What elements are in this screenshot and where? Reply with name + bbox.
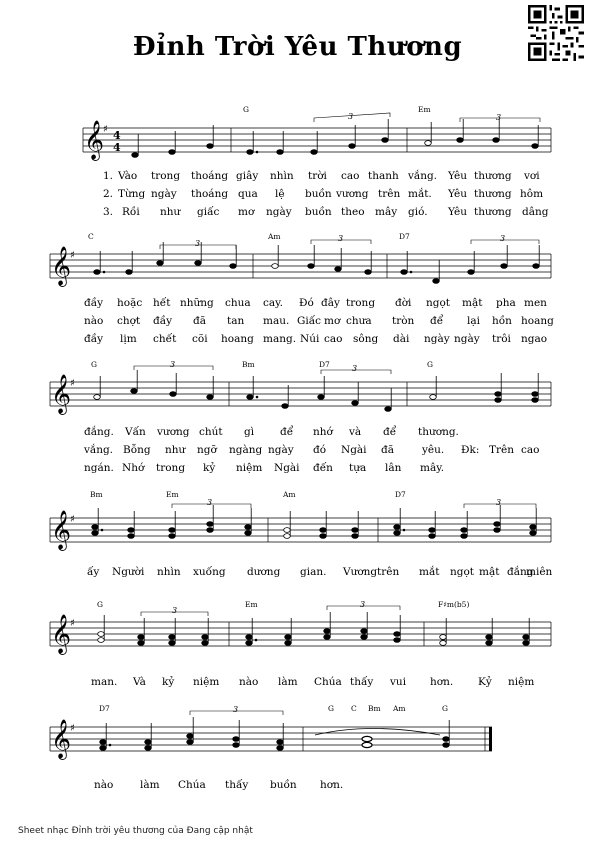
lyric-syllable: hôm: [520, 188, 544, 200]
lyric-syllable: vắng.: [408, 170, 438, 182]
lyric-syllable: mắt.: [408, 188, 432, 200]
lyric-syllable: đời: [395, 297, 412, 309]
lyric-syllable: cõi: [192, 333, 208, 345]
final-barline: [489, 727, 492, 751]
lyric-syllable: gian.: [300, 566, 327, 578]
lyric-syllable: dương: [247, 566, 281, 578]
lyrics-system-2: [84, 296, 554, 345]
lyric-syllable: thấy: [350, 676, 374, 688]
lyric-syllable: ngọt: [426, 297, 451, 309]
triplet-number: 3: [195, 239, 201, 248]
chord-symbol: Bm: [368, 704, 381, 713]
chord-symbol: Bm: [90, 490, 103, 499]
lyric-syllable: ngày: [424, 333, 450, 345]
lyric-syllable: vơi: [524, 170, 540, 182]
lyric-syllable: sông: [353, 333, 379, 345]
lyric-syllable: 2.: [103, 188, 114, 200]
triplet-number: 3: [207, 498, 213, 507]
chord-symbol: Am: [268, 232, 281, 241]
chord-symbol: G: [328, 704, 334, 713]
triplet-number: 3: [338, 234, 344, 243]
lyric-syllable: ngày: [266, 206, 292, 218]
lyric-syllable: hơn.: [430, 676, 454, 688]
key-signature-sharp: ♯: [70, 250, 75, 261]
lyric-syllable: giây: [236, 170, 259, 182]
treble-clef: 𝄞: [84, 120, 105, 160]
lyric-syllable: lệ: [275, 188, 285, 200]
lyric-syllable: giấc: [197, 206, 220, 218]
notes-system-1: [132, 119, 539, 157]
lyric-syllable: thoáng: [191, 170, 229, 182]
lyric-syllable: ngao: [521, 333, 548, 345]
lyric-syllable: đắng.: [84, 426, 114, 438]
lyric-syllable: cao: [341, 170, 360, 182]
key-signature-sharp: ♯: [70, 378, 75, 389]
lyric-syllable: ấy: [87, 566, 100, 578]
lyric-syllable: ngày: [268, 444, 294, 456]
triplet-number: 3: [496, 113, 502, 122]
lyric-syllable: nào: [239, 676, 259, 688]
lyric-syllable: gì: [244, 426, 255, 438]
lyric-syllable: chút: [199, 426, 223, 438]
lyric-syllable: chợt: [117, 315, 141, 327]
chord-symbol: C: [351, 704, 357, 713]
lyric-syllable: thoáng: [191, 188, 229, 200]
lyric-syllable: đến: [313, 462, 333, 474]
lyric-syllable: ngày: [454, 333, 480, 345]
lyric-syllable: buồn: [305, 188, 332, 200]
lyric-syllable: kỷ: [203, 462, 216, 474]
lyric-syllable: thương: [474, 170, 512, 182]
lyric-syllable: lân: [385, 462, 402, 474]
lyric-syllable: trên: [378, 188, 401, 200]
lyric-syllable: Và: [133, 676, 146, 688]
lyric-syllable: như: [165, 444, 186, 456]
lyric-syllable: theo: [341, 206, 365, 218]
lyric-syllable: chua: [225, 297, 251, 309]
chord-symbol: C: [88, 232, 94, 241]
lyric-syllable: vương: [336, 188, 369, 200]
lyric-syllable: Vào: [118, 170, 138, 182]
lyric-syllable: Trên: [489, 444, 514, 456]
lyric-syllable: Kỷ: [478, 676, 492, 688]
lyric-syllable: để: [280, 426, 294, 438]
lyric-syllable: niệm: [236, 462, 263, 474]
lyric-syllable: và: [349, 426, 362, 438]
lyric-syllable: ngàng: [229, 444, 263, 456]
lyric-syllable: chết: [153, 333, 177, 345]
lyric-syllable: Ngài: [341, 444, 367, 456]
lyric-syllable: hoang: [221, 333, 254, 345]
triplet-number: 3: [172, 606, 178, 615]
lyric-syllable: mắt: [419, 566, 440, 578]
lyric-syllable: Yêu: [448, 188, 467, 200]
lyric-syllable: thương: [474, 188, 512, 200]
lyric-syllable: 3.: [103, 206, 114, 218]
chord-symbol: D7: [399, 232, 410, 241]
song-title: Đỉnh Trời Yêu Thương: [132, 32, 463, 62]
key-signature-sharp: ♯: [103, 124, 108, 135]
chord-symbol: Am: [393, 704, 406, 713]
lyric-syllable: trong: [346, 297, 376, 309]
staff-system-3: [50, 382, 551, 406]
key-signature-sharp: ♯: [70, 618, 75, 629]
chord-symbol: G: [91, 360, 97, 369]
lyric-syllable: hoặc: [117, 297, 143, 309]
treble-clef: 𝄞: [51, 246, 72, 286]
lyric-syllable: thương.: [418, 426, 459, 438]
lyric-syllable: Yêu: [448, 170, 467, 182]
lyric-syllable: đắng: [507, 566, 534, 578]
lyric-syllable: hơn.: [320, 779, 344, 791]
triplets-system-4: [172, 504, 536, 508]
lyric-syllable: những: [180, 297, 214, 309]
lyric-syllable: thấy: [225, 779, 249, 791]
lyric-syllable: yêu.: [422, 444, 445, 456]
lyric-syllable: tựa: [349, 462, 367, 474]
staff-system-2: [50, 254, 551, 278]
triplet-number: 3: [352, 364, 358, 373]
lyric-syllable: trong: [151, 170, 181, 182]
triplet-number: 3: [170, 360, 176, 369]
lyrics-system-1: [103, 169, 549, 218]
lyric-syllable: để: [383, 426, 397, 438]
treble-clef: 𝄞: [51, 374, 72, 414]
lyric-syllable: làm: [278, 676, 298, 688]
tie-arc: [315, 729, 440, 736]
lyric-syllable: dài: [393, 333, 410, 345]
lyrics-system-4: [87, 565, 553, 578]
lyric-syllable: Yêu: [448, 206, 467, 218]
lyric-syllable: nhìn: [157, 566, 181, 578]
lyric-syllable: Núi: [300, 333, 320, 345]
lyric-syllable: đầy: [84, 333, 104, 345]
lyric-syllable: Bỗng: [123, 444, 151, 456]
lyric-syllable: đã: [193, 315, 206, 327]
triplet-number: 3: [348, 112, 354, 121]
time-signature-top: 4: [113, 129, 121, 142]
triplet-number: 3: [500, 234, 506, 243]
lyric-syllable: thương: [474, 206, 512, 218]
chord-symbol: G: [243, 105, 249, 114]
lyric-syllable: trong: [156, 462, 186, 474]
lyric-syllable: man.: [91, 676, 118, 688]
lyric-syllable: đã: [381, 444, 394, 456]
chord-symbol: G: [427, 360, 433, 369]
lyric-syllable: mau.: [263, 315, 290, 327]
lyric-syllable: cao: [521, 444, 540, 456]
triplet-number: 3: [496, 498, 502, 507]
chord-symbol: G: [97, 600, 103, 609]
chord-symbol: Em: [418, 105, 431, 114]
lyric-syllable: chưa: [346, 315, 372, 327]
chord-symbol: Am: [283, 490, 296, 499]
lyric-syllable: cay.: [263, 297, 284, 309]
chord-symbol: D7: [99, 704, 110, 713]
lyric-syllable: mơ: [324, 315, 341, 327]
lyric-syllable: buồn: [270, 779, 297, 791]
lyric-syllable: lịm: [120, 333, 137, 345]
lyric-syllable: hồn: [492, 315, 512, 327]
chord-symbol: Bm: [242, 360, 255, 369]
treble-clef: 𝄞: [51, 614, 72, 654]
lyric-syllable: nhìn: [270, 170, 294, 182]
chord-symbol: F♯m(b5): [438, 600, 470, 609]
lyric-syllable: buồn: [305, 206, 332, 218]
lyric-syllable: mây: [375, 206, 398, 218]
lyric-syllable: pha: [496, 297, 516, 309]
lyric-syllable: đầy: [84, 297, 104, 309]
lyric-syllable: cao: [324, 333, 343, 345]
lyrics-system-3: [83, 425, 539, 474]
lyric-syllable: Nhớ: [122, 462, 145, 474]
lyric-syllable: ngỡ: [197, 444, 217, 456]
lyric-syllable: thanh: [368, 170, 399, 182]
lyric-syllable: đây: [321, 297, 340, 309]
lyric-syllable: nhớ: [313, 426, 333, 438]
lyric-syllable: ngày: [151, 188, 177, 200]
lyric-syllable: mang.: [263, 333, 297, 345]
lyric-syllable: Đó: [299, 297, 314, 309]
lyric-syllable: hoang: [521, 315, 554, 327]
lyric-syllable: Người: [112, 566, 145, 578]
lyric-syllable: nào: [94, 779, 114, 791]
treble-clef: 𝄞: [51, 510, 72, 550]
lyric-syllable: niệm: [508, 676, 535, 688]
chord-symbol: D7: [319, 360, 330, 369]
lyric-syllable: niệm: [193, 676, 220, 688]
lyric-syllable: vui: [390, 676, 407, 688]
chord-symbol: D7: [395, 490, 406, 499]
lyrics-system-5: [91, 675, 534, 688]
lyric-syllable: Vương: [343, 566, 378, 578]
lyric-syllable: mơ: [238, 206, 255, 218]
footer-credit: Sheet nhạc Đỉnh trời yêu thương của Đang cập nhật: [18, 826, 253, 836]
lyric-syllable: xuống: [193, 566, 226, 578]
lyric-syllable: làm: [140, 779, 160, 791]
treble-clef: 𝄞: [51, 719, 72, 759]
notes-system-2: [94, 242, 540, 283]
lyric-syllable: miên: [526, 566, 553, 578]
lyric-syllable: lại: [467, 315, 480, 327]
notes-system-6: [100, 717, 450, 750]
lyric-syllable: Chúa: [178, 779, 206, 791]
lyric-syllable: qua: [238, 188, 258, 200]
lyric-syllable: Đk:: [461, 444, 480, 456]
lyric-syllable: dâng: [522, 206, 549, 218]
lyric-syllable: vương: [157, 426, 190, 438]
time-signature-bottom: 4: [113, 141, 121, 154]
lyric-syllable: đó: [313, 444, 327, 456]
staff-system-5: [50, 622, 551, 646]
chord-symbol: Em: [166, 490, 179, 499]
lyric-syllable: trời: [308, 170, 327, 182]
triplet-number: 3: [360, 600, 366, 609]
lyric-syllable: Vấn: [125, 426, 146, 438]
lyric-syllable: tan: [227, 315, 245, 327]
lyric-syllable: mây.: [420, 462, 445, 474]
lyrics-system-6: [94, 778, 343, 791]
lyric-syllable: tròn: [392, 315, 415, 327]
lyric-syllable: như: [160, 206, 181, 218]
lyric-syllable: trên: [377, 566, 400, 578]
lyric-syllable: để: [430, 315, 444, 327]
lyric-syllable: hết: [153, 297, 171, 309]
chord-symbol: Em: [245, 600, 258, 609]
lyric-syllable: ngọt: [450, 566, 475, 578]
lyric-syllable: gió.: [408, 206, 428, 218]
lyric-syllable: Rồi: [122, 206, 140, 218]
staff-system-4: [50, 518, 551, 542]
key-signature-sharp: ♯: [70, 514, 75, 525]
notes-system-5: [98, 612, 530, 645]
notes-system-4: [92, 505, 537, 538]
lyric-syllable: 1.: [103, 170, 114, 182]
triplet-number: 3: [233, 705, 239, 714]
triplets-system-2: [160, 240, 539, 249]
lyric-syllable: men: [524, 297, 547, 309]
lyric-syllable: Ngài: [274, 462, 300, 474]
lyric-syllable: vắng.: [84, 444, 114, 456]
staff-system-6: [50, 727, 492, 751]
lyric-syllable: Từng: [118, 188, 146, 200]
notes-system-3: [94, 370, 539, 411]
lyric-syllable: mật: [479, 566, 500, 578]
lyric-syllable: nào: [84, 315, 104, 327]
lyric-syllable: trôi: [492, 333, 511, 345]
chord-symbol: G: [442, 704, 448, 713]
lyric-syllable: Giấc: [297, 315, 322, 327]
lyric-syllable: ngán.: [84, 462, 114, 474]
lyric-syllable: kỷ: [162, 676, 175, 688]
key-signature-sharp: ♯: [70, 723, 75, 734]
lyric-syllable: đầy: [153, 315, 173, 327]
lyric-syllable: Chúa: [314, 676, 342, 688]
lyric-syllable: mật: [462, 297, 483, 309]
